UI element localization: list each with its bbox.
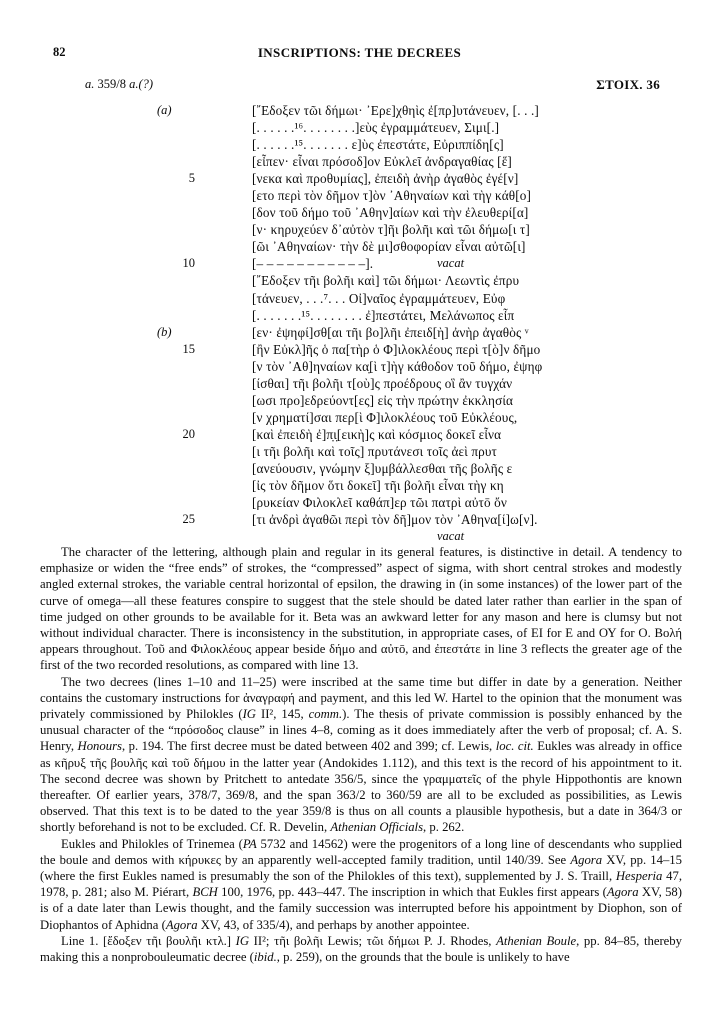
greek-line-text: [ἰς τὸν δῆμον ὅτι δοκεῖ] τῆι βολῆι εἶναι τὴγ κη	[252, 478, 504, 494]
cited-work-title: Agora	[570, 852, 603, 867]
greek-line-text: [ι τῆι βολῆι καὶ τοῖς] πρυτάνεσι τοῖς ἀεὶ πρυτ	[252, 443, 498, 459]
inscription-line	[0, 460, 719, 477]
cited-work-title: IG	[242, 707, 256, 722]
greek-line-text: [ῶι ᾿Αθηναίων· τὴν δὲ μι]σθοφορίαν εἶναι αὐτῶ[ι]	[252, 239, 526, 255]
commentary-text: Eukles was already in office as κῆρυξ τῆς βουλῆς καὶ τοῦ δήμου in the latter year (Andokides 1.112), and this text is the record of his appointment to it. The second decree was shown by Pritchett to antedate 356/5, since the γραμματεῖς of the phyle Hippothontis are known thereafter. Of earlier years, 378/7, 369/8, and the span 363/2 to 360/59 are all to be excluded as possibilities, as Lewis observed. That this text is to be dated to the year 359/8 is thus on all counts a plausible hypothesis, but a date in 364/3 or shortly beforehand is not to be excluded. Cf. R. Develin,	[40, 739, 682, 835]
commentary-text: 100, 1976, pp. 443–447. The inscription in which that Eukles first appears (	[217, 885, 607, 900]
cited-work-title: Hesperia	[615, 869, 663, 884]
greek-line-text: [ετο περὶ τὸν δῆμον τ]ὸν ᾿Αθηναίων καὶ τὴγ κάθ[ο]	[252, 188, 532, 204]
date-value: 359/8	[97, 77, 126, 91]
commentary-text: ). The thesis of private commission is possibly enhanced by the unusual character of the “πρόσοδος clause” in lines 4–8, coming as it does immediately after the verb of proposal; cf. A. S. Henry,	[40, 707, 682, 754]
inscription-line	[0, 290, 719, 307]
inscription-line	[0, 324, 719, 341]
inscription-line	[0, 119, 719, 136]
date-suffix: a.(?)	[129, 77, 154, 91]
commentary-text: XV, 58) is of a date later than Lewis thought, and the family succession was interrupted before his appointment by Diophon, son of Diophantos of Aphidna (	[40, 885, 682, 932]
line-number: 15	[182, 341, 195, 356]
commentary-text: XV, pp. 14–15 (where the first Eukles named is presumably the son of the Philokles of this text), supplemented by J. S. Traill,	[40, 852, 682, 884]
inscription-line	[0, 102, 719, 119]
inscription-line	[0, 477, 719, 494]
line-number: 25	[182, 512, 195, 527]
cited-work-title: comm.	[308, 707, 343, 722]
vacat-marker: vacat	[437, 529, 465, 544]
running-head: INSCRIPTIONS: THE DECREES	[257, 45, 462, 60]
commentary-text: The character of the lettering, although plain and regular in its general features, is distinctive in detail. A tendency to emphasize or widen the “free ends” of strokes, the “compressed” aspect of sigma, with short central strokes and modestly angled external strokes, the variable central horizontal of epsilon, the drawing in (in some instances) of the lower part of the curve of omega—all these features conspire to suggest that the stele should be dated later rather than earlier in the span of time judged on other grounds to be available for it. Beta was an awkward letter for any mason and here is clumsy but not without individual character. There is inconsistency in the substitution, in appropriate cases, of ΕΙ for Ε and ΟΥ for Ο. Βολή appears throughout. Τοῦ and Φιλοκλέους appear beside δήμο and αὐτō, and ἐπεστάτε in line 3 reflects the greater age of the first of the two recorded resolutions, as compared with line 13.	[40, 545, 682, 673]
greek-line-text: [τάνευεν, . . .⁷. . . Οἰ]ναῖος ἐγραμμάτευεν, Εὐφ	[252, 290, 506, 306]
decree-label: (a)	[157, 103, 172, 117]
commentary-paragraph	[40, 544, 682, 674]
commentary-text: 47, 1978, p. 281; also M. Piérart,	[40, 869, 682, 900]
stoichedon-label: ΣΤΟΙΧ. 36	[596, 77, 660, 92]
commentary-text: Eukles and Philokles of Trinemea (	[61, 836, 243, 851]
inscription-line	[0, 238, 719, 255]
inscription-line	[0, 221, 719, 238]
cited-work-title: Honours	[77, 739, 122, 754]
greek-line-text: [ν τὸν ᾿Αθ]ηναίων κα̣[ὶ τ]ὴγ κάθοδον τοῦ δήμο, ἐψηφ	[252, 358, 543, 374]
inscription-line	[0, 136, 719, 153]
inscription-line	[0, 375, 719, 392]
inscription-line	[0, 426, 719, 443]
date-prefix: a.	[85, 77, 95, 91]
commentary-text: II²; τῆι βολῆι Lewis; τῶι δήμωι P. J. Rhodes,	[249, 933, 497, 948]
greek-line-text: [. . . . . .¹⁶. . . . . . . .]εὺς ἐγραμμάτευεν, Σιμι[.]	[252, 120, 500, 136]
cited-work-title: PA	[242, 836, 257, 851]
inscription-line	[0, 392, 719, 409]
greek-line-text: [. . . . . . .¹⁵. . . . . . . . ἐ]πεστάτει, Μελάνωπος εἶπ	[252, 307, 515, 323]
inscription-line	[0, 307, 719, 324]
commentary-text: XV, 43, of 335/4), and perhaps by another appointee.	[197, 917, 470, 932]
commentary-block	[40, 544, 682, 965]
greek-line-text: [τι ἀνδρὶ ἀγαθῶι περὶ τὸν δῆ]μον τὸν ᾿Αθηνα[ί]ω[ν].	[252, 512, 538, 528]
cited-work-title: Athenian Boule	[496, 933, 577, 948]
inscription-line	[0, 494, 719, 511]
greek-line-text: [. . . . . .¹⁵. . . . . . . ε]ὺς ἐπεστάτε, Εὐριππίδη[ς]	[252, 137, 504, 153]
inscription-line	[0, 255, 719, 272]
greek-line-text: [ν· κηρυχεύεν δ᾿αὐτὸν τ]ῆι βολῆι καὶ τῶι δήμω[ι τ]	[252, 222, 530, 238]
vacat-marker: vacat	[437, 256, 465, 271]
inscription-line	[0, 409, 719, 426]
inscription-line	[0, 341, 719, 358]
line-number: 5	[188, 171, 195, 186]
inscription-final-vacat-row	[0, 528, 719, 545]
cited-work-title: BCH	[192, 885, 218, 900]
inscription-line	[0, 187, 719, 204]
commentary-text: II², 145,	[255, 707, 309, 722]
cited-work-title: ibid.	[253, 950, 277, 965]
commentary-text: , pp. 84–85, thereby making this a nonprobouleumatic decree (	[40, 933, 682, 965]
cited-work-title: Agora	[606, 885, 639, 900]
cited-work-title: loc. cit.	[495, 739, 534, 754]
commentary-paragraph	[40, 836, 682, 933]
greek-line-text: [νεκα καὶ προθυμίας], ἐπειδὴ ἀνὴρ ἀγαθὸς ἐγέ[ν]	[252, 171, 519, 187]
greek-line-text: [καὶ ἐπειδὴ ἐ]π̣ι̣[εικὴ]ς καὶ κόσμιος δοκεῖ εἶνα	[252, 426, 502, 442]
cited-work-title: Athenian Officials	[330, 820, 424, 835]
inscription-line	[0, 170, 719, 187]
cited-work-title: IG	[235, 933, 250, 948]
inscription-line	[0, 358, 719, 375]
inscription-line	[0, 443, 719, 460]
page-number: 82	[53, 45, 66, 59]
greek-line-text: [ἢν Εὐκλ]ῆς ὁ πα[τὴρ ὁ Φ]ιλοκλέους περὶ τ[ὸ]ν δῆμο	[252, 341, 541, 357]
commentary-text: , p. 259), on the grounds that the boule is unlikely to have	[276, 950, 570, 965]
commentary-text: The two decrees (lines 1–10 and 11–25) were inscribed at the same time but differ in date by a generation. Neither contains the customary instructions for ἀναγραφή and payment, and this led W. Hartel to the opinion that the monument was privately commissioned by Philokles (	[40, 674, 682, 722]
commentary-text: , p. 194. The first decree must be dated between 402 and 399; cf. Lewis,	[121, 739, 496, 754]
inscription-line	[0, 511, 719, 528]
commentary-paragraph	[40, 933, 682, 965]
inscription-date-label	[85, 77, 153, 92]
line-number: 10	[182, 256, 195, 271]
commentary-text: , p. 262.	[423, 820, 465, 835]
line-number: 20	[182, 426, 195, 441]
greek-line-text: [εν· ἐψηφί]σθ[αι τῆι βο]λῆι ἐπειδ[ὴ] ἀνὴρ ἀγαθὸς ᵛ	[252, 324, 529, 340]
greek-line-text: [– – – – – – – – – – –].	[252, 256, 374, 272]
cited-work-title: Agora	[165, 917, 198, 932]
greek-line-text: [ωσι προ]εδρεύοντ[ες] εἰς τὴν πρώτην ἐκκλησία	[252, 392, 514, 408]
greek-line-text: [ανεύουσιν, γνώμην ξ]υμβάλλεσθαι τῆς βολῆς ε	[252, 460, 513, 476]
inscription-line	[0, 153, 719, 170]
greek-line-text: [ρυκείαν Φιλοκλεῖ καθάπ]ερ τῶι πατρὶ αὐτō ὄν	[252, 495, 508, 511]
greek-line-text: [ίσθαι] τῆι βολῆι τ[οὺ]ς προέδρους οἳ ἂν τυγχάν	[252, 375, 513, 391]
inscription-line	[0, 272, 719, 289]
greek-line-text: [ν χρηματί]σαι περ[ὶ Φ]ιλοκλέους τοῦ Εὐκλέους,	[252, 409, 518, 425]
commentary-text: Line 1. [ἔδοξεν τῆι βουλῆι κτλ.]	[61, 933, 236, 948]
inscription-text-block	[0, 102, 719, 545]
greek-line-text: [δον τοῦ δήμο τοῦ ᾿Αθην]αίων καὶ τὴν ἐλευθερί[α]	[252, 205, 529, 221]
decree-label: (b)	[157, 324, 172, 339]
greek-line-text: [῎Εδοξεν τῆι βολῆι καὶ] τῶι δήμωι· Λεωντὶς ἐπρυ	[252, 273, 520, 289]
commentary-text: 5732 and 14562) were the progenitors of a long line of descendants who supplied the boule and demos with κήρυκες by an apparently well-accepted family tradition, until 140/39. See	[40, 836, 682, 867]
greek-line-text: [εἶπεν· εἶναι πρόσοδ]ον Εὐκλεῖ ἀνδραγαθίας [ἕ]	[252, 154, 512, 170]
inscription-line	[0, 204, 719, 221]
commentary-paragraph	[40, 674, 682, 836]
greek-line-text: [῎Εδοξεν τῶι δήμωι· ᾿Ερε]χθηὶς ἐ[πρ]υτάνευεν, [. . .]	[252, 103, 539, 118]
